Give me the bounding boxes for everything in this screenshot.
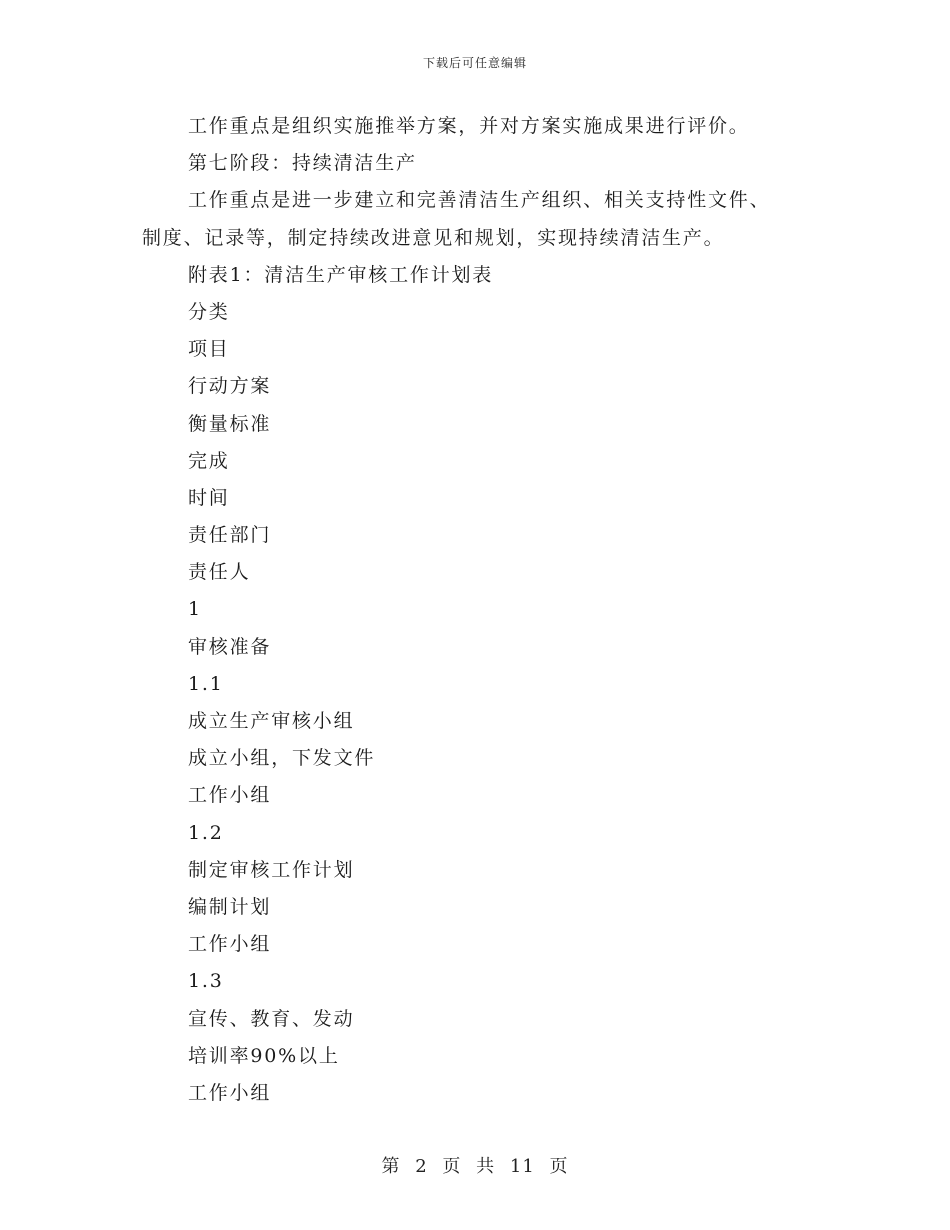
- table-cell-number: 1: [188, 598, 202, 621]
- document-body: [142, 108, 810, 1112]
- footer-total-prefix: 共: [476, 1156, 496, 1177]
- table-cell-number: 1.3: [188, 970, 224, 993]
- table-cell-item: 宣传、教育、发动: [188, 1007, 355, 1030]
- footer-prefix: 第: [381, 1156, 401, 1177]
- section-heading: 第七阶段：持续清洁生产: [188, 152, 417, 175]
- footer-page-unit: 页: [442, 1156, 462, 1177]
- table-header-completion: 完成: [188, 449, 230, 472]
- table-cell-item: 制定审核工作计划: [188, 858, 355, 881]
- paragraph-line: 工作重点是组织实施推举方案，并对方案实施成果进行评价。: [188, 115, 750, 137]
- table-cell-action: 成立小组，下发文件: [188, 747, 376, 770]
- paragraph-line-continued: 制度、记录等，制定持续改进意见和规划，实现持续清洁生产。: [142, 226, 725, 249]
- table-cell-department: 工作小组: [188, 784, 272, 807]
- table-cell-standard: 培训率90%以上: [188, 1044, 340, 1067]
- table-cell-number: 1.1: [188, 672, 224, 695]
- footer-current-page: 2: [415, 1156, 428, 1177]
- footer-total-pages: 11: [509, 1156, 535, 1177]
- paragraph-line: 工作重点是进一步建立和完善清洁生产组织、相关支持性文件、: [188, 189, 771, 212]
- table-header-person: 责任人: [188, 561, 251, 584]
- table-header-department: 责任部门: [188, 524, 272, 547]
- table-header-category: 分类: [188, 300, 230, 323]
- table-cell-action: 编制计划: [188, 895, 272, 918]
- page-header-note: 下载后可任意编辑: [422, 56, 527, 70]
- table-header-action-plan: 行动方案: [188, 375, 272, 398]
- page-footer: [0, 1152, 950, 1178]
- table-cell-item: 成立生产审核小组: [188, 710, 355, 732]
- table-caption: 附表1：清洁生产审核工作计划表: [188, 263, 494, 286]
- table-cell-category: 审核准备: [188, 635, 272, 658]
- table-header-time: 时间: [188, 486, 230, 509]
- table-cell-number: 1.2: [188, 821, 224, 844]
- table-header-item: 项目: [188, 338, 230, 361]
- table-cell-department: 工作小组: [188, 1081, 272, 1104]
- table-cell-department: 工作小组: [188, 933, 272, 956]
- footer-total-unit: 页: [549, 1156, 569, 1177]
- table-header-standard: 衡量标准: [188, 412, 272, 435]
